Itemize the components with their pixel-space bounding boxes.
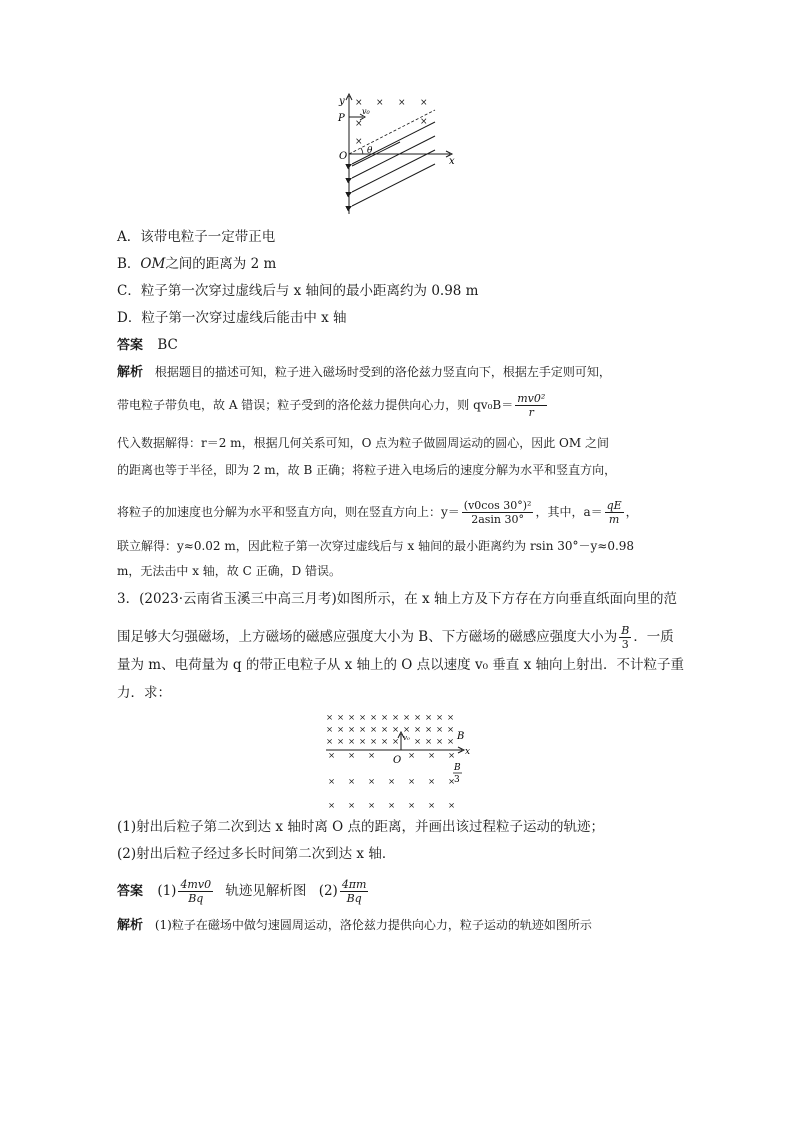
field-cross: × — [348, 777, 356, 787]
field-cross: × — [425, 725, 433, 735]
field-cross: × — [381, 713, 389, 723]
analysis-line-4: 的距离也等于半径，即为 2 m，故 B 正确；将粒子进入电场后的速度分解为水平和竖直方向， — [117, 463, 617, 477]
answer-row-1 — [117, 336, 178, 355]
analysis-line-7: m，无法击中 x 轴，故 C 正确，D 错误。 — [117, 564, 342, 578]
field-cross: × — [414, 713, 422, 723]
option-a: A．该带电粒子一定带正电 — [117, 229, 276, 245]
field-cross: × — [436, 713, 444, 723]
svg-text:×: × — [398, 98, 406, 108]
field-cross: × — [447, 737, 455, 747]
analysis-line-6: 联立解得：y≈0.02 m，因此粒子第一次穿过虚线后与 x 轴间的最小距离约为 rsin 30°－y≈0.98 — [117, 539, 635, 553]
label-o-2: O — [393, 755, 402, 766]
field-cross: × — [447, 713, 455, 723]
label-x-2: x — [465, 747, 471, 757]
answer-row-3: 答案 (1) $\frac{4mv0}{Bq}$ 轨迹见解析图 (2) $\frac{4\pi m}{Bq}$ — [117, 878, 367, 905]
figure-electric-magnetic-field — [330, 92, 465, 217]
field-cross: × — [359, 737, 367, 747]
label-b-bottom-den: 3 — [454, 775, 460, 785]
figure-two-magnetic-fields — [322, 712, 482, 812]
subquestion-1: (1)射出后粒子第二次到达 x 轴时离 O 点的距离，并画出该过程粒子运动的轨迹； — [117, 819, 604, 835]
analysis3-line-1: 解析 (1)粒子在磁场中做匀速圆周运动，洛伦兹力提供向心力，粒子运动的轨迹如图所示 — [117, 918, 592, 933]
question3-line-4: 力．求： — [117, 685, 171, 701]
option-d: D．粒子第一次穿过虚线后能击中 x 轴 — [117, 310, 347, 326]
field-cross: × — [359, 725, 367, 735]
label-o: O — [339, 151, 348, 162]
field-cross: × — [328, 801, 336, 811]
field-cross: × — [326, 713, 334, 723]
field-cross: × — [436, 737, 444, 747]
field-cross: × — [370, 713, 378, 723]
field-cross: × — [348, 737, 356, 747]
field-cross: × — [414, 737, 422, 747]
field-cross: × — [337, 737, 345, 747]
field-cross: × — [392, 713, 400, 723]
field-cross: × — [337, 713, 345, 723]
field-cross: × — [414, 725, 422, 735]
upper-field-crosses — [326, 713, 454, 747]
label-y: y — [339, 96, 345, 107]
label-theta: θ — [367, 146, 373, 156]
field-cross: × — [408, 751, 416, 761]
question3-line-2: 围足够大匀强磁场，上方磁场的磁感应强度大小为 B、下方磁场的磁感应强度大小为 $\frac{B}{3}$ ．一质 — [117, 624, 674, 651]
field-cross: × — [326, 725, 334, 735]
svg-text:×: × — [355, 137, 363, 147]
theta-arc — [361, 148, 363, 154]
field-cross: × — [425, 737, 433, 747]
electric-field-lines — [352, 122, 435, 206]
question3-line-3: 量为 m、电荷量为 q 的带正电粒子从 x 轴上的 O 点以速度 v₀ 垂直 x 轴向上射出．不计粒子重 — [117, 657, 684, 673]
analysis-line-3: 代入数据解得：r＝2 m，根据几何关系可知，O 点为粒子做圆周运动的圆心，因此 OM 之间 — [117, 436, 609, 450]
answer-value: BC — [157, 337, 178, 353]
field-cross: × — [370, 737, 378, 747]
field-cross: × — [348, 801, 356, 811]
field-cross: × — [428, 801, 436, 811]
svg-text:×: × — [420, 98, 428, 108]
field-cross: × — [448, 751, 456, 761]
label-v0-2: v₀ — [403, 734, 410, 742]
field-cross: × — [368, 751, 376, 761]
label-x: x — [449, 156, 455, 167]
label-p: P — [338, 113, 345, 124]
field-cross: × — [381, 737, 389, 747]
field-cross: × — [348, 725, 356, 735]
field-cross: × — [368, 777, 376, 787]
svg-text:×: × — [355, 98, 363, 108]
svg-text:×: × — [355, 119, 363, 129]
analysis-line-1: 解析 根据题目的描述可知，粒子进入磁场时受到的洛伦兹力竖直向下，根据左手定则可知， — [117, 365, 611, 380]
magnetic-field-crosses — [355, 98, 428, 147]
field-cross: × — [448, 777, 456, 787]
svg-text:×: × — [376, 98, 384, 108]
field-cross: × — [381, 725, 389, 735]
field-cross: × — [403, 713, 411, 723]
field-cross: × — [408, 801, 416, 811]
label-b-top: B — [457, 731, 465, 742]
field-cross: × — [326, 737, 334, 747]
svg-text:×: × — [420, 117, 428, 127]
label-b-bottom-num: B — [454, 763, 461, 773]
field-cross: × — [359, 713, 367, 723]
field-cross: × — [348, 713, 356, 723]
field-cross: × — [448, 801, 456, 811]
field-cross: × — [370, 725, 378, 735]
analysis-line-5: 将粒子的加速度也分解为水平和竖直方向，则在竖直方向上：y＝ $\frac{\text{(v0cos 30°)²}}{2asin 30^\circ}$ ，其中，a＝ $\frac{qE}{m}$ ， — [117, 499, 638, 526]
field-cross: × — [328, 777, 336, 787]
field-cross: × — [388, 777, 396, 787]
field-cross: × — [337, 725, 345, 735]
field-cross: × — [408, 777, 416, 787]
label-v0: v₀ — [362, 107, 370, 116]
option-c: C．粒子第一次穿过虚线后与 x 轴间的最小距离约为 0.98 m — [117, 283, 479, 299]
question3-line-1: 3．(2023·云南省玉溪三中高三月考)如图所示，在 x 轴上方及下方存在方向垂直纸面向里的范 — [117, 591, 677, 607]
field-cross: × — [428, 777, 436, 787]
field-cross: × — [425, 713, 433, 723]
field-cross: × — [428, 751, 436, 761]
subquestion-2: (2)射出后粒子经过多长时间第二次到达 x 轴． — [117, 846, 396, 862]
field-cross: × — [388, 801, 396, 811]
field-cross: × — [447, 725, 455, 735]
field-cross: × — [392, 725, 400, 735]
field-cross: × — [328, 751, 336, 761]
option-b: B．OM之间的距离为 2 m — [117, 256, 277, 272]
field-cross: × — [392, 737, 400, 747]
lower-field-crosses — [328, 751, 455, 811]
answer-label: 答案 — [117, 338, 144, 353]
analysis-line-2: 带电粒子带负电，故 A 错误；粒子受到的洛伦兹力提供向心力，则 qv₀B＝ $\frac{\text{mv0²}}{r}$ — [117, 392, 546, 419]
field-cross: × — [436, 725, 444, 735]
field-cross: × — [403, 725, 411, 735]
field-cross: × — [368, 801, 376, 811]
field-cross: × — [348, 751, 356, 761]
